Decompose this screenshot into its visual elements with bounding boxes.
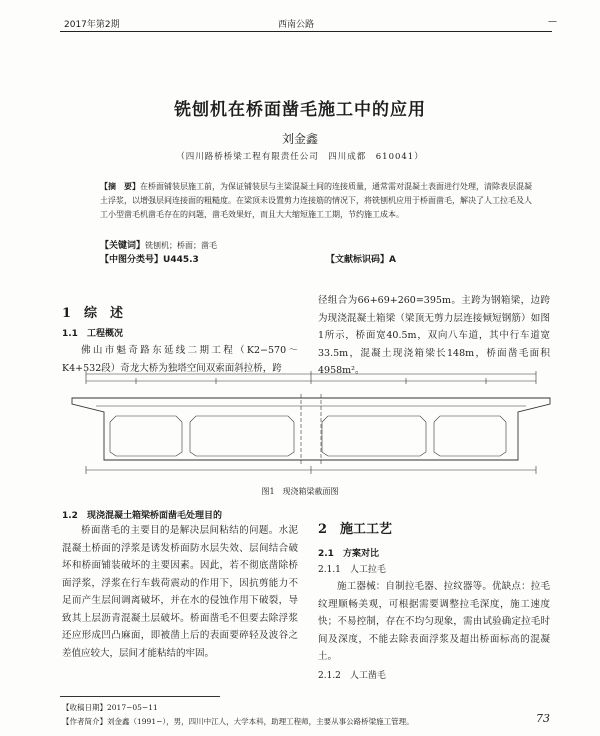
footnote-author-bio: 【作者简介】刘金鑫（1991−），男，四川中江人，大学本科，助理工程师，主要从事公路桥梁施工管理。 — [62, 717, 414, 726]
keywords — [100, 238, 532, 251]
keywords-text: 铣刨机；桥面；凿毛 — [145, 241, 218, 250]
classification-label: 【中图分类号】 — [100, 255, 164, 265]
section-2-1-1-text: 施工器械：自制拉毛器、拉纹器等。优缺点：拉毛纹理顺畅美观，可根据需要调整拉毛深度，施工速度快；不易控制，存在不均匀现象，需由试验确定拉毛时间及深度，不能去除表面浮浆及超出桥面标高的混凝土。 — [318, 581, 550, 662]
figure-1-caption: 图1 现浇箱梁截面图 — [261, 487, 339, 496]
footnote-rule — [60, 696, 220, 697]
section-2-1-2-heading: 2.1.2 人工凿毛 — [318, 671, 386, 681]
classification-number — [100, 252, 199, 265]
paper-title: 铣刨机在桥面凿毛施工中的应用 — [174, 100, 426, 120]
section-1-1-left-text: 佛山市魁奇路东延线二期工程（K2−570～K4+532段）奇龙大桥为独塔空间双索面斜拉桥，跨 — [62, 345, 298, 374]
abstract-label: 【摘 要】 — [100, 182, 140, 191]
doc-code-label: 【文献标识码】 — [326, 255, 390, 265]
keywords-label: 【关键词】 — [100, 241, 146, 251]
abstract-text: 在桥面铺装层施工前，为保证铺装层与主梁混凝土间的连接质量，通常需对混凝土表面进行处理，清除表层混凝土浮浆，以增强层间连接面的粗糙度。在梁顶未设置剪力连接筋的情况下，将铣刨机应用于桥面凿毛，解决了人工拉毛及人工小型凿毛机凿毛存在的问题，凿毛效果好，而且大大缩短施工工期，节约施工成本。 — [100, 182, 532, 219]
section-2-heading: 2 施工工艺 — [318, 522, 393, 537]
page-number: 73 — [536, 712, 550, 725]
section-1-2-text: 桥面凿毛的主要目的是解决层间粘结的问题。水泥混凝土桥面的浮浆是诱发桥面防水层失效、层间结合破坏和桥面铺装破坏的主要因素。因此，若不彻底凿除桥面浮浆，浮浆在行车载荷震动的作用下，因抗剪能力不足而产生层间调离破坏，并在水的侵蚀作用下破裂，导致其上层沥青混凝土层破坏。桥面凿毛不但要去除浮浆还应形成凹凸麻面，即被凿上后的表面要碎轻及波谷之差值应较大，层间才能粘结的牢固。 — [62, 525, 298, 659]
journal-name: 西南公路 — [278, 20, 315, 30]
classification-value: U445.3 — [163, 255, 199, 265]
section-1-1-right-text: 径组合为66+69+260=395m。主跨为钢箱梁，边跨为现浇混凝土箱梁（梁顶无剪力层连接倾短钢筋）如图1所示，桥面宽40.5m，双向八车道，其中行车道宽33.5m，混凝土现浇箱梁长148m，桥面凿毛面积4958m²。 — [318, 295, 550, 376]
header-rule — [60, 31, 552, 32]
journal-issue: 2017年第2期 — [64, 20, 120, 30]
section-2-1-heading: 2.1 方案对比 — [318, 549, 379, 559]
header-dash: — — [548, 17, 557, 27]
section-1-1-heading: 1.1 工程概况 — [62, 329, 123, 339]
author-name: 刘金鑫 — [281, 132, 318, 146]
section-2-1-1-heading: 2.1.1 人工拉毛 — [318, 565, 386, 575]
section-1-2-heading: 1.2 现浇混凝土箱梁桥面凿毛处理目的 — [62, 511, 222, 521]
section-1-heading: 1 综 述 — [62, 306, 124, 321]
abstract — [100, 180, 532, 222]
affiliation: （四川路桥桥梁工程有限责任公司 四川成都 610041） — [176, 152, 424, 162]
document-code — [326, 252, 396, 265]
figure-box-girder-section — [66, 368, 556, 480]
footnote-received: 【收稿日期】2017−05−11 — [62, 703, 158, 712]
doc-code-value: A — [389, 255, 396, 265]
